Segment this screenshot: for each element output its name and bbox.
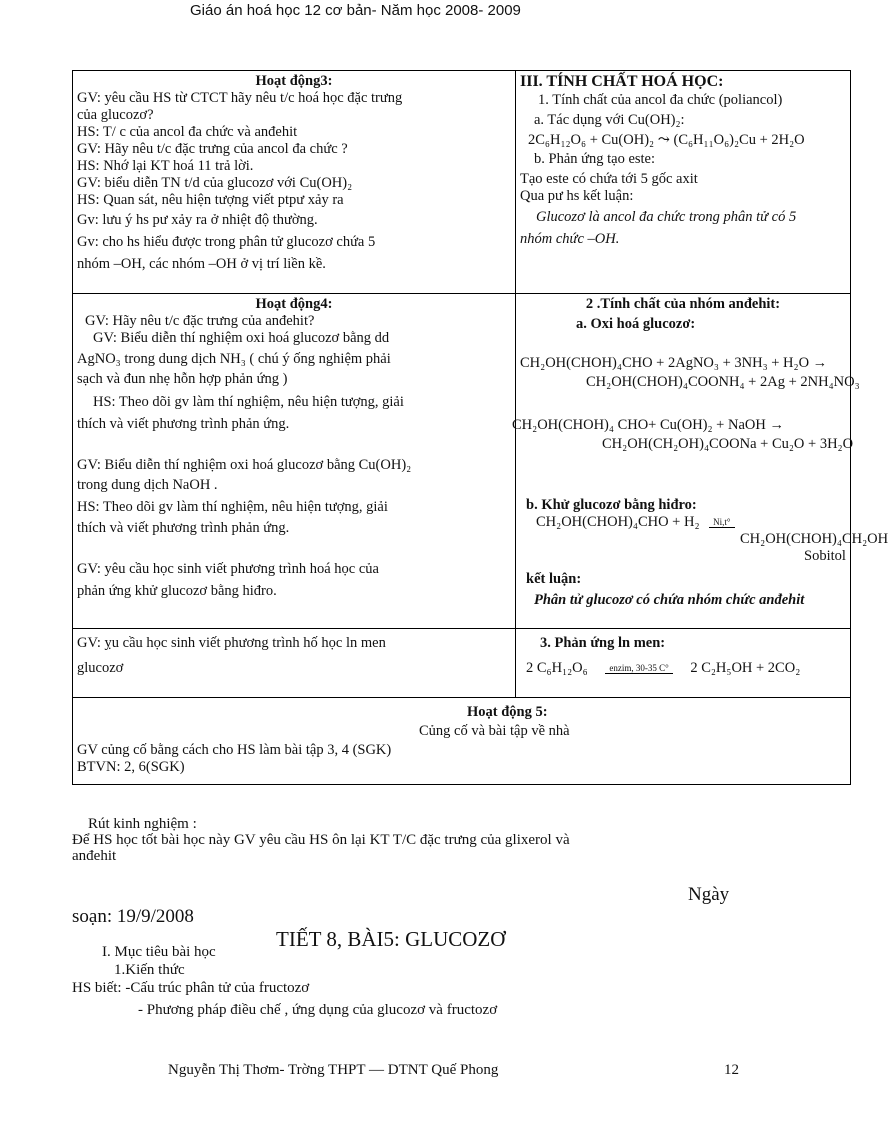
equation-products: 2 C₂H₅OH + 2CO₂ bbox=[690, 660, 801, 676]
activity-4-line: HS: Theo dõi gv làm thí nghiệm, nêu hiện tượng, giải bbox=[93, 394, 404, 410]
page-header: Giáo án hoá học 12 cơ bản- Năm học 2008- 2009 bbox=[190, 2, 521, 19]
activity-4-line: sạch và đun nhẹ hỗn hợp phản ứng ) bbox=[77, 371, 288, 387]
activity-3-heading: Hoạt động3: bbox=[255, 73, 333, 89]
lesson-plan-table bbox=[72, 70, 888, 785]
prepared-date: soạn: 19/9/2008 bbox=[72, 906, 194, 927]
activity-4-line: phản ứng khử glucozơ bằng hiđro. bbox=[77, 583, 277, 599]
conclusion-line: Glucozơ là ancol đa chức trong phân tử có 5 bbox=[536, 209, 797, 225]
activity-4-line: thích và viết phương trình phản ứng. bbox=[77, 416, 290, 432]
section-heading: 2 .Tính chất của nhóm anđehit: bbox=[585, 296, 781, 312]
activity-3-line: HS: Quan sát, nêu hiện tượng viết ptpư xảy ra bbox=[77, 192, 344, 208]
date-label: Ngày bbox=[688, 884, 730, 905]
aldehyde-properties-cell bbox=[512, 294, 888, 629]
subsection-heading: 3. Phản ứng ln men: bbox=[540, 635, 666, 651]
equation: CH₂OH(CHOH)₄ CHO+ Cu(OH)₂ + NaOH → bbox=[512, 417, 784, 433]
experience-text: Để HS học tốt bài học này GV yêu cầu HS ôn lại KT T/C đặc trưng của glixerol và bbox=[72, 832, 570, 848]
activity-3-line: của glucozơ? bbox=[77, 107, 154, 123]
equation: CH₂OH(CH₂OH)₄COONa + Cu₂O + 3H₂O bbox=[602, 436, 854, 452]
equation-reactants: CH₂OH(CHOH)₄CHO + H₂ bbox=[536, 514, 700, 530]
activity-4-line: thích và viết phương trình phản ứng. bbox=[77, 520, 290, 536]
section-heading: III. TÍNH CHẤT HOÁ HỌC: bbox=[520, 73, 724, 90]
activity-3-line: GV: biểu diễn TN t/d của glucozơ với Cu(OH)₂ bbox=[77, 175, 353, 191]
activity-4-line: GV: Hãy nêu t/c đặc trưng của anđehit? bbox=[85, 313, 315, 329]
conclusion-line: Phân tử glucozơ có chứa nhóm chức anđehit bbox=[534, 592, 805, 608]
activity-3-line: GV: Hãy nêu t/c đặc trưng của ancol đa chức ? bbox=[77, 141, 348, 157]
activity-5-cell bbox=[73, 698, 851, 785]
activity-4-line: GV: Biểu diễn thí nghiệm oxi hoá glucozơ bằng dd bbox=[93, 330, 390, 346]
knowledge-heading: 1.Kiến thức bbox=[114, 962, 185, 978]
activity-4-heading: Hoạt động4: bbox=[255, 296, 333, 312]
activity-5-line: GV củng cố bằng cách cho HS làm bài tập 3, 4 (SGK) bbox=[77, 742, 392, 758]
objectives-heading: I. Mục tiêu bài học bbox=[102, 944, 216, 960]
activity-3-line: Gv: lưu ý hs pư xảy ra ở nhiệt độ thường. bbox=[77, 212, 318, 228]
text-line: Qua pư hs kết luận: bbox=[520, 188, 634, 204]
subsection-heading: b. Khử glucozơ bằng hiđro: bbox=[526, 497, 697, 513]
activity-4-line: GV: yêu cầu học sinh viết phương trình hoá học của bbox=[77, 561, 379, 577]
equation: CH₂OH(CHOH)₄CHO + 2AgNO₃ + 3NH₃ + H₂O → bbox=[520, 355, 828, 371]
subsection-heading: a. Tác dụng với Cu(OH)₂: bbox=[534, 112, 685, 128]
equation bbox=[520, 660, 846, 677]
activity-3-line: Gv: cho hs hiểu được trong phân tử glucozơ chứa 5 bbox=[77, 234, 376, 250]
task-line: glucozơ bbox=[77, 660, 124, 676]
conclusion-line: nhóm chức –OH. bbox=[520, 231, 620, 247]
experience-label: Rút kinh nghiệm : bbox=[88, 816, 197, 832]
lesson-title: TIẾT 8, BÀI5: GLUCOZƠ bbox=[276, 927, 506, 951]
equation bbox=[520, 514, 846, 531]
activity-5-subheading: Củng cố và bài tập về nhà bbox=[419, 723, 570, 739]
table-row-activity-5 bbox=[73, 698, 851, 785]
equation: CH₂OH(CHOH)₄COONH₄ + 2Ag + 2NH₄NO₃ bbox=[586, 374, 860, 390]
footer-author: Nguyễn Thị Thơm- Trờng THPT — DTNT Quế Phong bbox=[168, 1062, 499, 1078]
table-row-activity-3 bbox=[73, 71, 851, 294]
knowledge-line: HS biết: -Cấu trúc phân tử của fructozơ bbox=[72, 980, 310, 996]
activity-3-line: HS: Nhớ lại KT hoá 11 trả lời. bbox=[77, 158, 254, 174]
equation: CH₂OH(CHOH)₄CH₂OH bbox=[740, 531, 888, 547]
table-row-fermentation bbox=[73, 629, 851, 698]
chemistry-properties-cell bbox=[516, 71, 851, 294]
activity-3-cell bbox=[73, 71, 516, 294]
activity-4-line: HS: Theo dõi gv làm thí nghiệm, nêu hiện tượng, giải bbox=[77, 499, 388, 515]
activity-4-line: trong dung dịch NaOH . bbox=[77, 477, 218, 493]
activity-3-line: nhóm –OH, các nhóm –OH ở vị trí liền kề. bbox=[77, 256, 326, 272]
activity-5-heading: Hoạt động 5: bbox=[467, 704, 548, 720]
activity-4-cell bbox=[73, 294, 516, 629]
table-row-activity-4 bbox=[73, 294, 851, 629]
reaction-condition: Ni,t° bbox=[709, 517, 734, 528]
fermentation-cell bbox=[516, 629, 851, 698]
equation-reactants: 2 C₆H₁₂O₆ bbox=[526, 660, 588, 676]
activity-4-line: GV: Biểu diễn thí nghiệm oxi hoá glucozơ bằng Cu(OH)₂ bbox=[77, 457, 412, 473]
subsection-heading: b. Phản ứng tạo este: bbox=[534, 151, 656, 167]
subsection-heading: a. Oxi hoá glucozơ: bbox=[576, 316, 696, 332]
activity-3-line: HS: T/ c của ancol đa chức và anđehit bbox=[77, 124, 298, 140]
activity-5-line: BTVN: 2, 6(SGK) bbox=[77, 759, 185, 775]
equation: 2C₆H₁₂O₆ + Cu(OH)₂ ⤳ (C₆H₁₁O₆)₂Cu + 2H₂O bbox=[528, 132, 805, 148]
task-line: GV: ỵu cầu học sinh viết phương trình hố học ln men bbox=[77, 635, 386, 651]
product-name: Sobitol bbox=[804, 548, 846, 564]
reaction-condition: enzim, 30-35 C° bbox=[605, 663, 672, 674]
fermentation-task-cell bbox=[73, 629, 516, 698]
activity-3-line: GV: yêu cầu HS từ CTCT hãy nêu t/c hoá học đặc trưng bbox=[77, 90, 403, 106]
subsection-heading: 1. Tính chất của ancol đa chức (poliancol) bbox=[538, 92, 783, 108]
activity-4-line: AgNO₃ trong dung dịch NH₃ ( chú ý ống nghiệm phải bbox=[77, 351, 391, 367]
page-number: 12 bbox=[724, 1062, 739, 1078]
conclusion-label: kết luận: bbox=[526, 571, 582, 587]
text-line: Tạo este có chứa tới 5 gốc axit bbox=[520, 171, 698, 187]
knowledge-line: - Phương pháp điều chế , ứng dụng của glucozơ và fructozơ bbox=[138, 1002, 498, 1018]
experience-text: anđehit bbox=[72, 848, 117, 864]
